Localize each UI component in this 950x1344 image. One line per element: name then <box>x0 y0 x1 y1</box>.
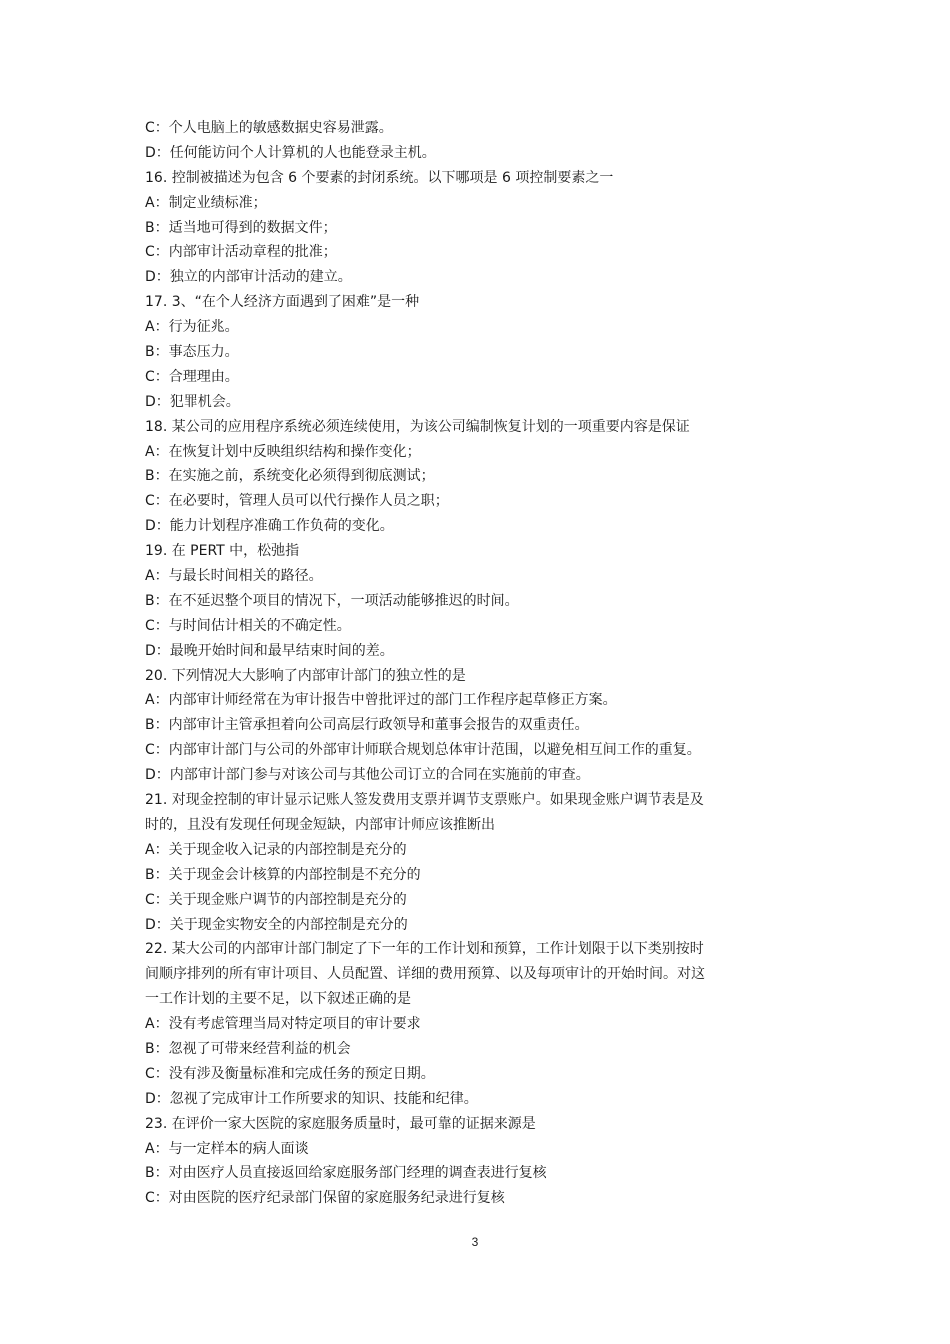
option-line: C：关于现金账户调节的内部控制是充分的 <box>145 891 407 908</box>
question-20: 20. 下列情况大大影响了内部审计部门的独立性的是 <box>145 667 466 684</box>
option-line: B：内部审计主管承担着向公司高层行政领导和董事会报告的双重责任。 <box>145 717 589 734</box>
option-line: C：与时间估计相关的不确定性。 <box>145 617 351 634</box>
option-line: A：与最长时间相关的路径。 <box>145 568 323 585</box>
question-17: 17. 3、“在个人经济方面遇到了困难”是一种 <box>145 294 420 311</box>
option-line: D：内部审计部门参与对该公司与其他公司订立的合同在实施前的审查。 <box>145 767 590 784</box>
document-body <box>145 116 810 1211</box>
question-22-continued: 一工作计划的主要不足，以下叙述正确的是 <box>145 991 411 1008</box>
option-line: D：忽视了完成审计工作所要求的知识、技能和纪律。 <box>145 1090 478 1107</box>
option-line: A：内部审计师经常在为审计报告中曾批评过的部门工作程序起草修正方案。 <box>145 692 617 709</box>
option-line: A：与一定样本的病人面谈 <box>145 1140 309 1157</box>
option-line: D：独立的内部审计活动的建立。 <box>145 269 352 286</box>
option-line: D：关于现金实物安全的内部控制是充分的 <box>145 916 408 933</box>
question-22: 22. 某大公司的内部审计部门制定了下一年的工作计划和预算，工作计划限于以下类别按时 <box>145 941 704 958</box>
option-line: C：内部审计活动章程的批准； <box>145 244 337 261</box>
question-19: 19. 在 PERT 中，松弛指 <box>145 543 300 560</box>
option-line: B：在不延迟整个项目的情况下，一项活动能够推迟的时间。 <box>145 592 519 609</box>
option-line: C：对由医院的医疗纪录部门保留的家庭服务纪录进行复核 <box>145 1190 505 1207</box>
question-16: 16. 控制被描述为包含 6 个要素的封闭系统。以下哪项是 6 项控制要素之一 <box>145 169 614 186</box>
option-line: A：关于现金收入记录的内部控制是充分的 <box>145 841 407 858</box>
option-line: B：适当地可得到的数据文件； <box>145 219 337 236</box>
option-line: C：个人电脑上的敏感数据史容易泄露。 <box>145 120 393 136</box>
question-21: 21. 对现金控制的审计显示记账人签发费用支票并调节支票账户。如果现金账户调节表是及 <box>145 792 704 809</box>
option-line: B：对由医疗人员直接返回给家庭服务部门经理的调查表进行复核 <box>145 1165 547 1182</box>
option-line: C：合理理由。 <box>145 368 239 385</box>
option-line: C：在必要时，管理人员可以代行操作人员之职； <box>145 493 449 510</box>
option-line: D：能力计划程序准确工作负荷的变化。 <box>145 518 394 535</box>
option-line: B：关于现金会计核算的内部控制是不充分的 <box>145 866 421 883</box>
option-line: B：忽视了可带来经营利益的机会 <box>145 1040 351 1057</box>
question-22-continued: 间顺序排列的所有审计项目、人员配置、详细的费用预算、以及每项审计的开始时间。对这 <box>145 966 705 983</box>
question-18: 18. 某公司的应用程序系统必须连续使用，为该公司编制恢复计划的一项重要内容是保证 <box>145 418 690 435</box>
option-line: C：没有涉及衡量标准和完成任务的预定日期。 <box>145 1065 435 1082</box>
option-line: D：最晚开始时间和最早结束时间的差。 <box>145 642 394 659</box>
option-line: D：任何能访问个人计算机的人也能登录主机。 <box>145 144 436 161</box>
option-line: A：行为征兆。 <box>145 319 239 336</box>
option-line: A：在恢复计划中反映组织结构和操作变化； <box>145 443 421 460</box>
question-21-continued: 时的，且没有发现任何现金短缺，内部审计师应该推断出 <box>145 816 495 833</box>
option-line: A：制定业绩标准； <box>145 194 267 211</box>
option-line: D：犯罪机会。 <box>145 393 240 410</box>
option-line: B：事态压力。 <box>145 344 239 361</box>
option-line: A：没有考虑管理当局对特定项目的审计要求 <box>145 1016 421 1033</box>
question-23: 23. 在评价一家大医院的家庭服务质量时，最可靠的证据来源是 <box>145 1115 536 1132</box>
option-line: B：在实施之前，系统变化必须得到彻底测试； <box>145 468 435 485</box>
option-line: C：内部审计部门与公司的外部审计师联合规划总体审计范围，以避免相互间工作的重复。 <box>145 742 701 759</box>
page-number: 3 <box>471 1235 479 1249</box>
